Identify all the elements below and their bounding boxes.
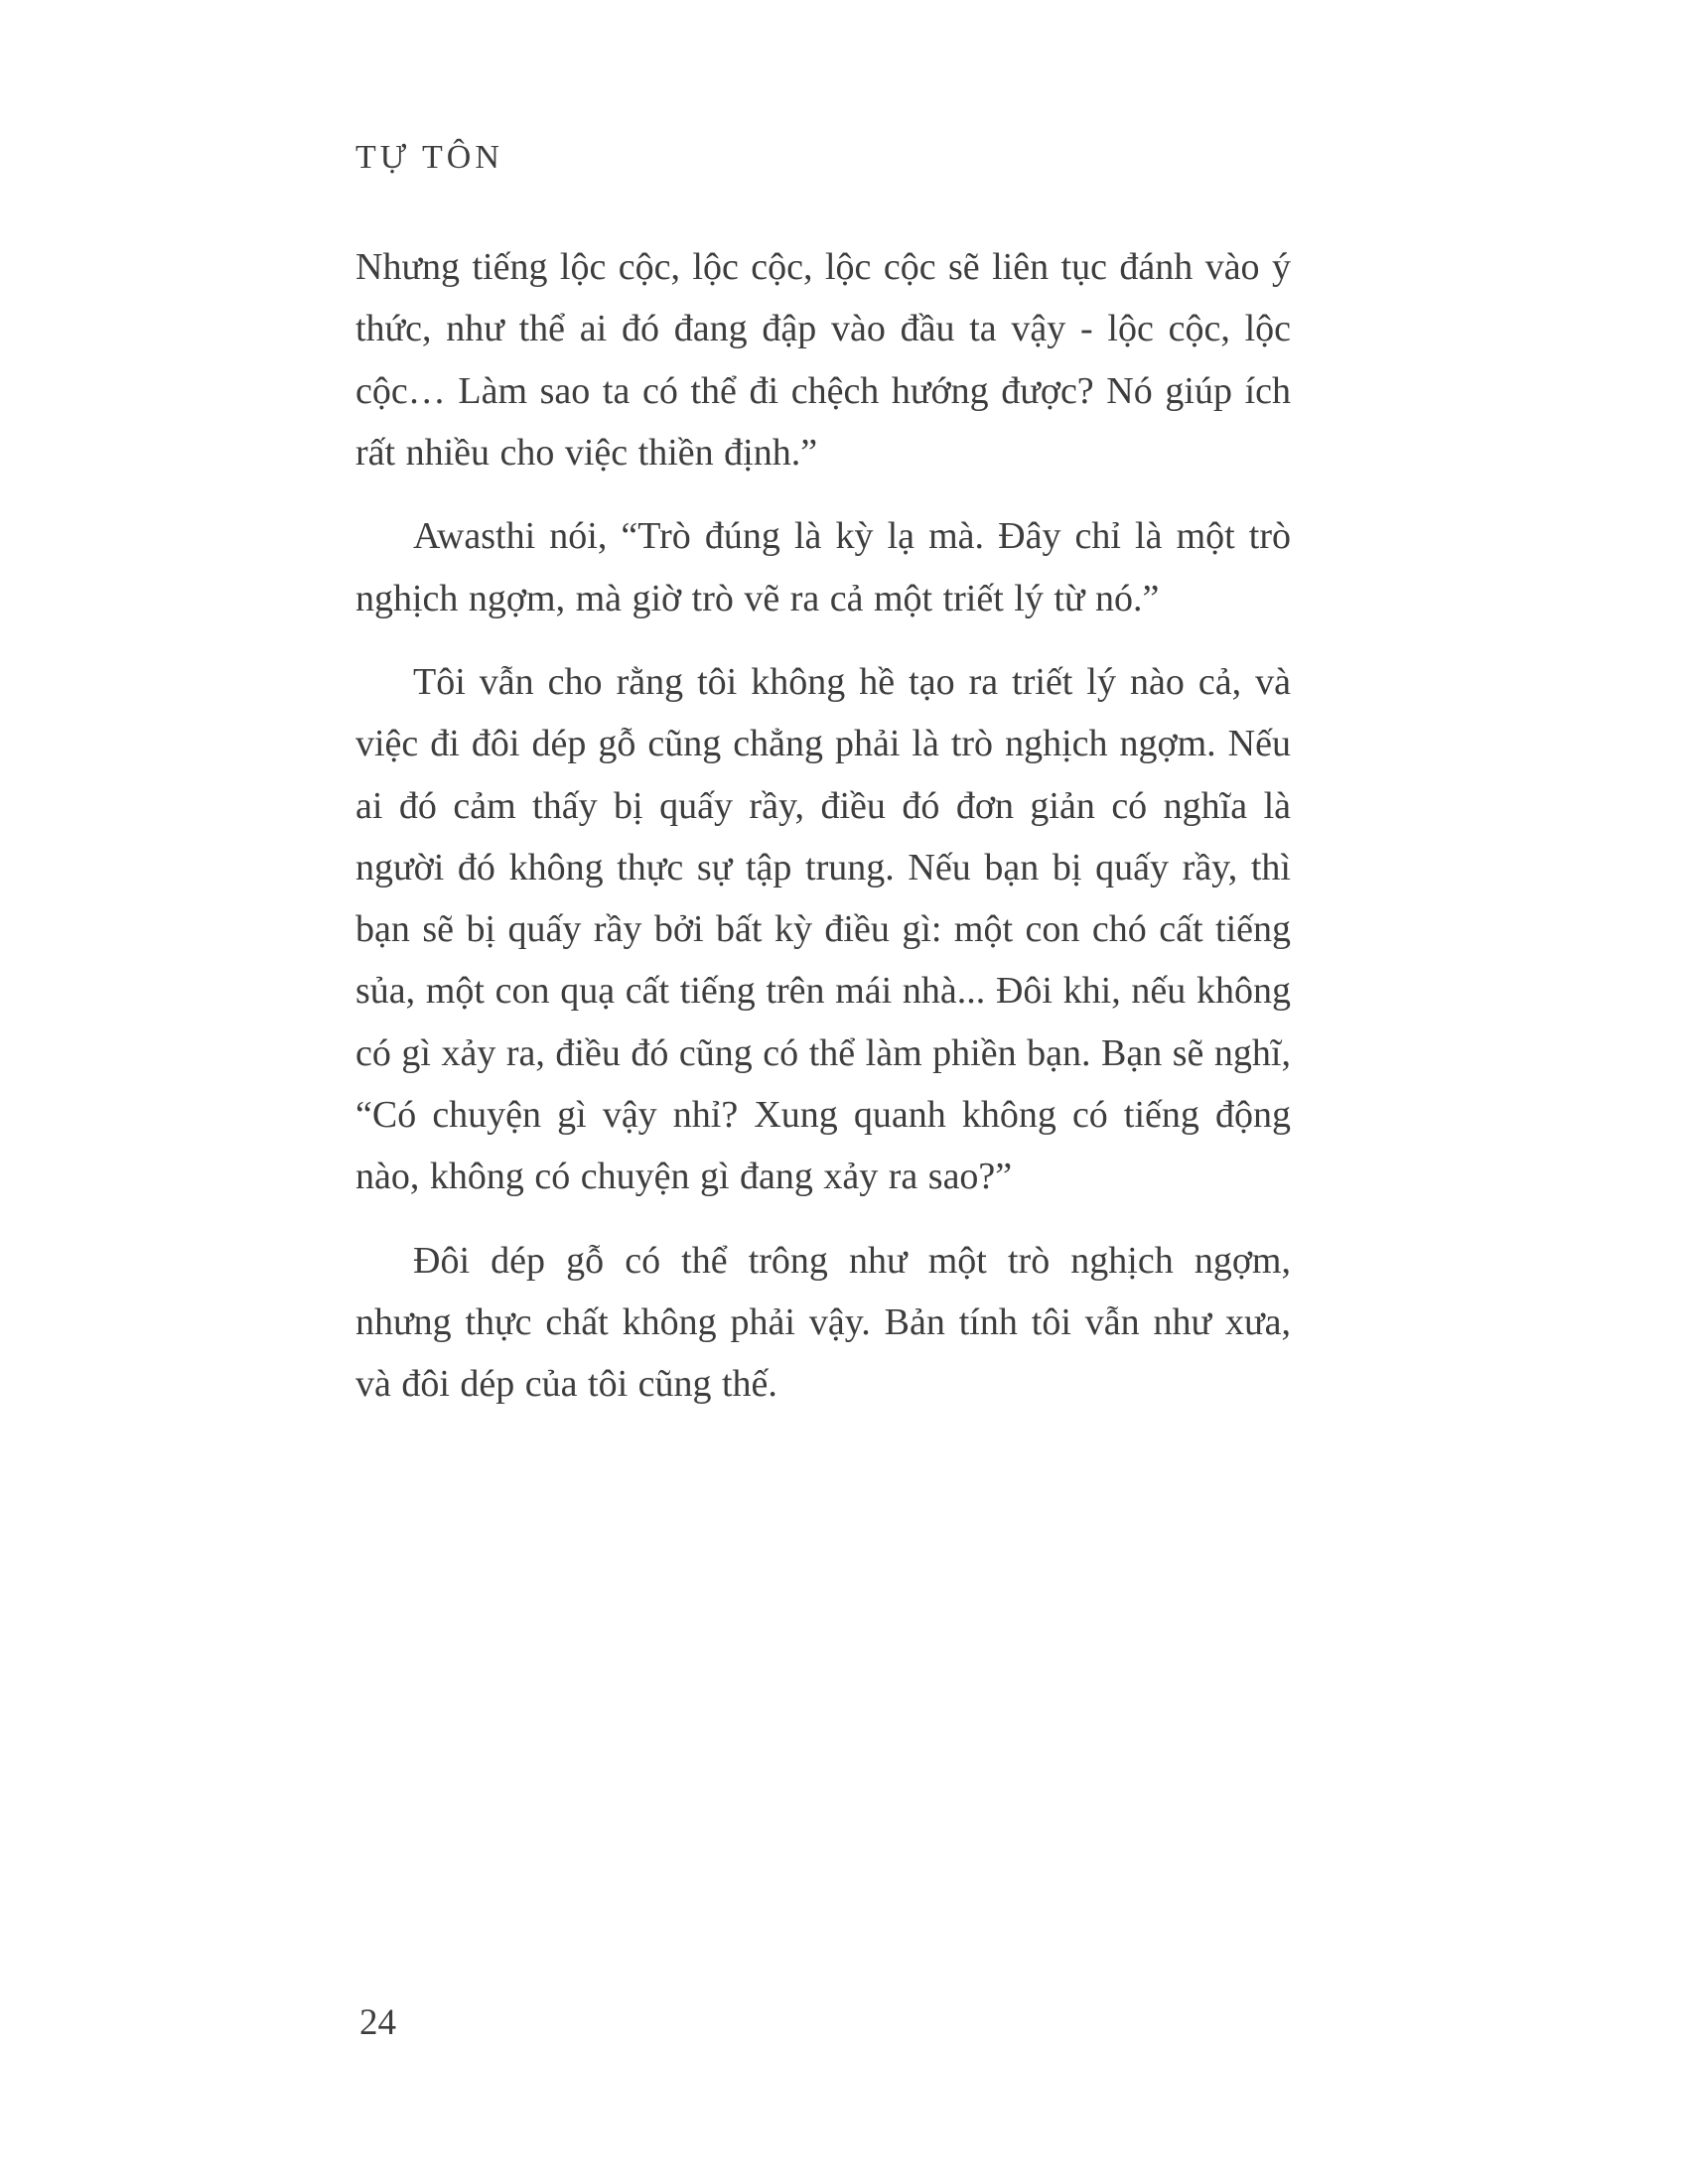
running-head: TỰ TÔN	[355, 139, 503, 176]
paragraph-3: Tôi vẫn cho rằng tôi không hề tạo ra triết lý nào cả, và việc đi đôi dép gỗ cũng chẳng phải là trò nghịch ngợm. Nếu ai đó cảm thấy bị quấy rầy, điều đó đơn giản có nghĩa là người đó không thực sự tập trung. Nếu bạn bị quấy rầy, thì bạn sẽ bị quấy rầy bởi bất kỳ điều gì: một con chó cất tiếng sủa, một con quạ cất tiếng trên mái nhà... Đôi khi, nếu không có gì xảy ra, điều đó cũng có thể làm phiền bạn. Bạn sẽ nghĩ, “Có chuyện gì vậy nhỉ? Xung quanh không có tiếng động nào, không có chuyện gì đang xảy ra sao?”	[355, 660, 1291, 1198]
page-number: 24	[359, 2002, 396, 2043]
paragraph-4: Đôi dép gỗ có thể trông như một trò nghịch ngợm, nhưng thực chất không phải vậy. Bản tính tôi vẫn như xưa, và đôi dép của tôi cũng thế.	[355, 1239, 1291, 1406]
text-block	[355, 236, 1291, 1437]
paragraph-1: Nhưng tiếng lộc cộc, lộc cộc, lộc cộc sẽ liên tục đánh vào ý thức, như thể ai đó đang đập vào đầu ta vậy - lộc cộc, lộc cộc… Làm sao ta có thể đi chệch hướng được? Nó giúp ích rất nhiều cho việc thiền định.”	[355, 246, 1291, 474]
paragraph-2: Awasthi nói, “Trò đúng là kỳ lạ mà. Đây chỉ là một trò nghịch ngợm, mà giờ trò vẽ ra cả một triết lý từ nó.”	[355, 515, 1291, 619]
